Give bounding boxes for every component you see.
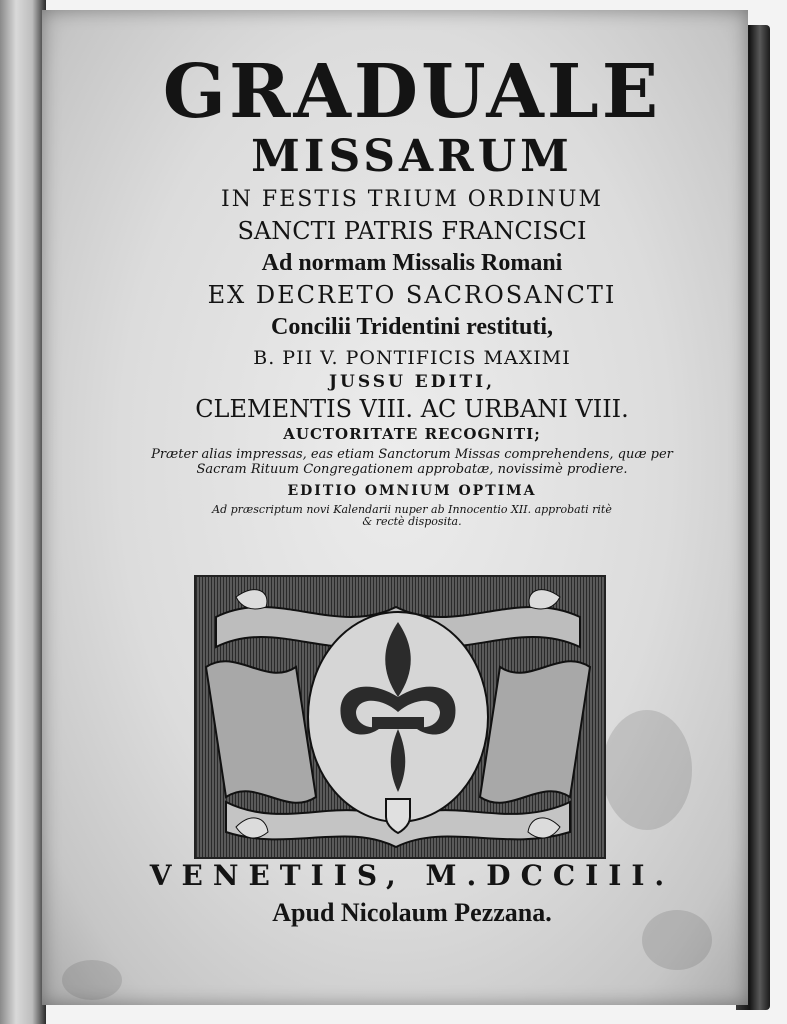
fleur-de-lis-engraving [196,577,600,853]
title-line: B. PII V. PONTIFICIS MAXIMI [253,347,571,369]
calendar-line: Ad præscriptum novi Kalendarii nuper ab Innocentio XII. approbati ritè [212,503,612,516]
imprint [92,859,732,927]
paper-stain [62,960,122,1000]
imprint-city-date: VENETIIS, M.DCCIII. [149,859,675,892]
title-line: CLEMENTIS VIII. AC URBANI VIII. [195,395,629,423]
engraved-device [194,575,606,859]
subtitle: MISSARUM [251,131,573,182]
description-line: Præter alias impressas, eas etiam Sanctorum Missas comprehendens, quæ per [151,447,673,462]
title-line: IN FESTIS TRIUM ORDINUM [221,187,603,212]
title-line: SANCTI PATRIS FRANCISCI [237,217,587,245]
title-line: Concilii Tridentini restituti, [270,314,553,340]
title-line: Ad normam Missalis Romani [261,250,563,276]
paper-stain [602,710,692,830]
description-line: Sacram Rituum Congregationem approbatæ, novissimè prodiere. [196,462,628,477]
title-page [42,10,748,1005]
title-line: JUSSU EDITI, [329,372,495,392]
edition-line: EDITIO OMNIUM OPTIMA [287,483,537,499]
imprint-printer: Apud Nicolaum Pezzana. [272,898,552,927]
title-line: AUCTORITATE RECOGNITI; [283,425,541,443]
title-text-block [92,49,732,528]
calendar-line: & rectè disposita. [362,515,462,528]
left-page-edge [0,0,46,1024]
main-title: GRADUALE [162,49,662,135]
title-line: EX DECRETO SACROSANCTI [207,281,617,309]
